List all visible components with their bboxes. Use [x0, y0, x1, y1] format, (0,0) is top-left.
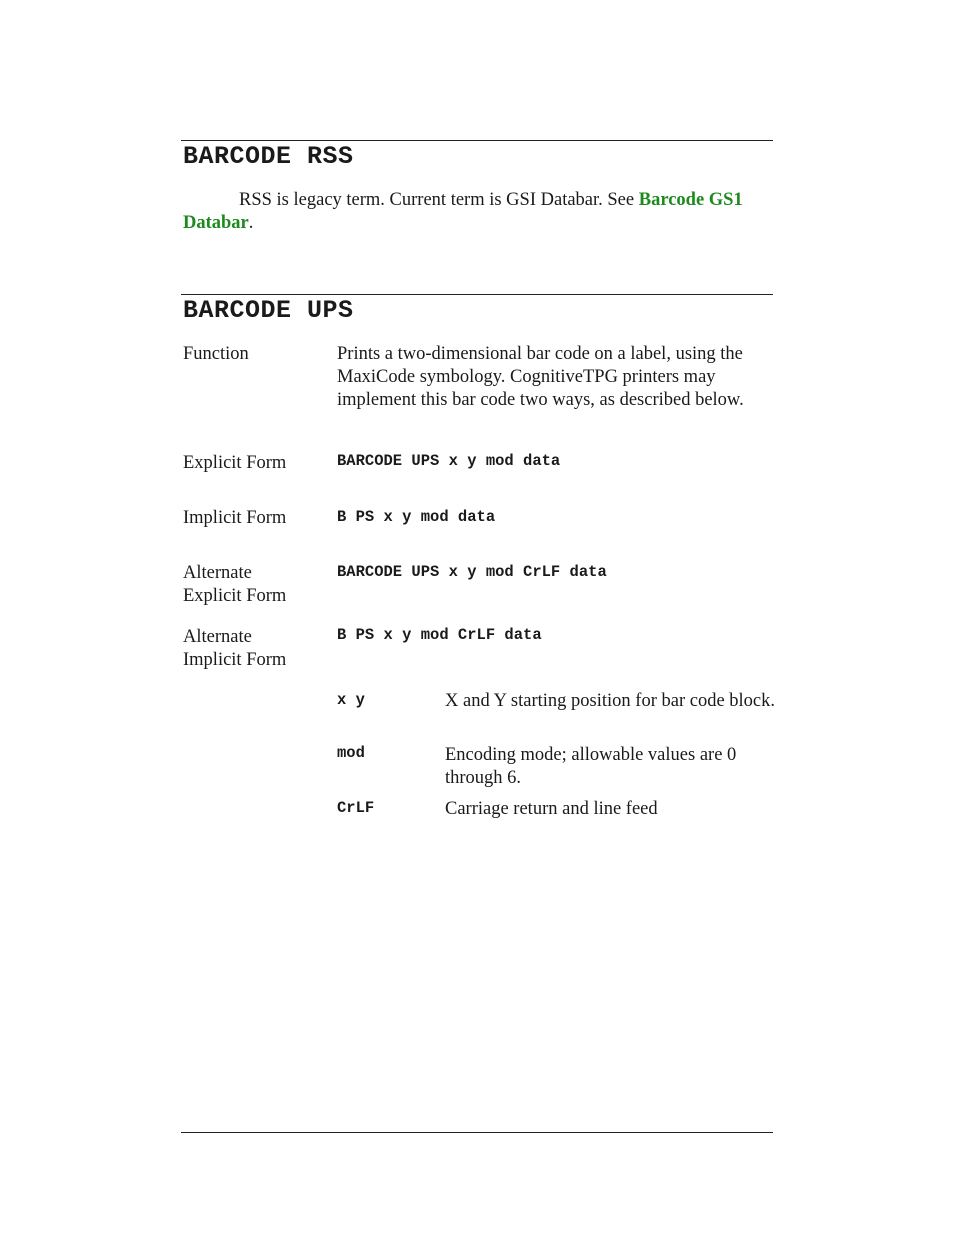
section-rule-rss [181, 140, 773, 141]
footer-rule [181, 1132, 773, 1133]
rss-description [183, 189, 773, 235]
rss-body-text: RSS is legacy term. Current term is GSI Databar. See [239, 190, 639, 210]
param-name-crlf: CrLF [337, 799, 375, 817]
form-syntax-alternate-explicit: BARCODE UPS x y mod CrLF data [337, 563, 607, 581]
section-heading-ups: BARCODE UPS [183, 296, 354, 325]
param-name-mod: mod [337, 744, 365, 762]
section-rule-ups [181, 294, 773, 295]
rss-trailing-period: . [248, 213, 254, 233]
section-heading-rss: BARCODE RSS [183, 142, 354, 171]
form-label-explicit: Explicit Form [183, 453, 287, 473]
param-name-x-y: x y [337, 691, 365, 709]
form-label-alternate-implicit: Alternate Implicit Form [183, 627, 287, 670]
param-desc-crlf: Carriage return and line feed [445, 799, 658, 819]
function-label: Function [183, 344, 249, 364]
form-label-implicit: Implicit Form [183, 508, 287, 528]
xref-link-barcode-gs1-databar[interactable]: Barcode GS1 Databar [183, 190, 743, 233]
form-label-alternate-explicit: Alternate Explicit Form [183, 563, 287, 606]
form-syntax-alternate-implicit: B PS x y mod CrLF data [337, 626, 542, 644]
function-description: Prints a two-dimensional bar code on a label, using the MaxiCode symbology. CognitiveTPG printers may implement this bar code two ways, as described below. [337, 344, 744, 410]
param-desc-mod: Encoding mode; allowable values are 0 through 6. [445, 745, 737, 788]
form-syntax-implicit: B PS x y mod data [337, 508, 496, 526]
form-syntax-explicit: BARCODE UPS x y mod data [337, 452, 561, 470]
param-desc-x-y: X and Y starting position for bar code block. [445, 691, 776, 711]
